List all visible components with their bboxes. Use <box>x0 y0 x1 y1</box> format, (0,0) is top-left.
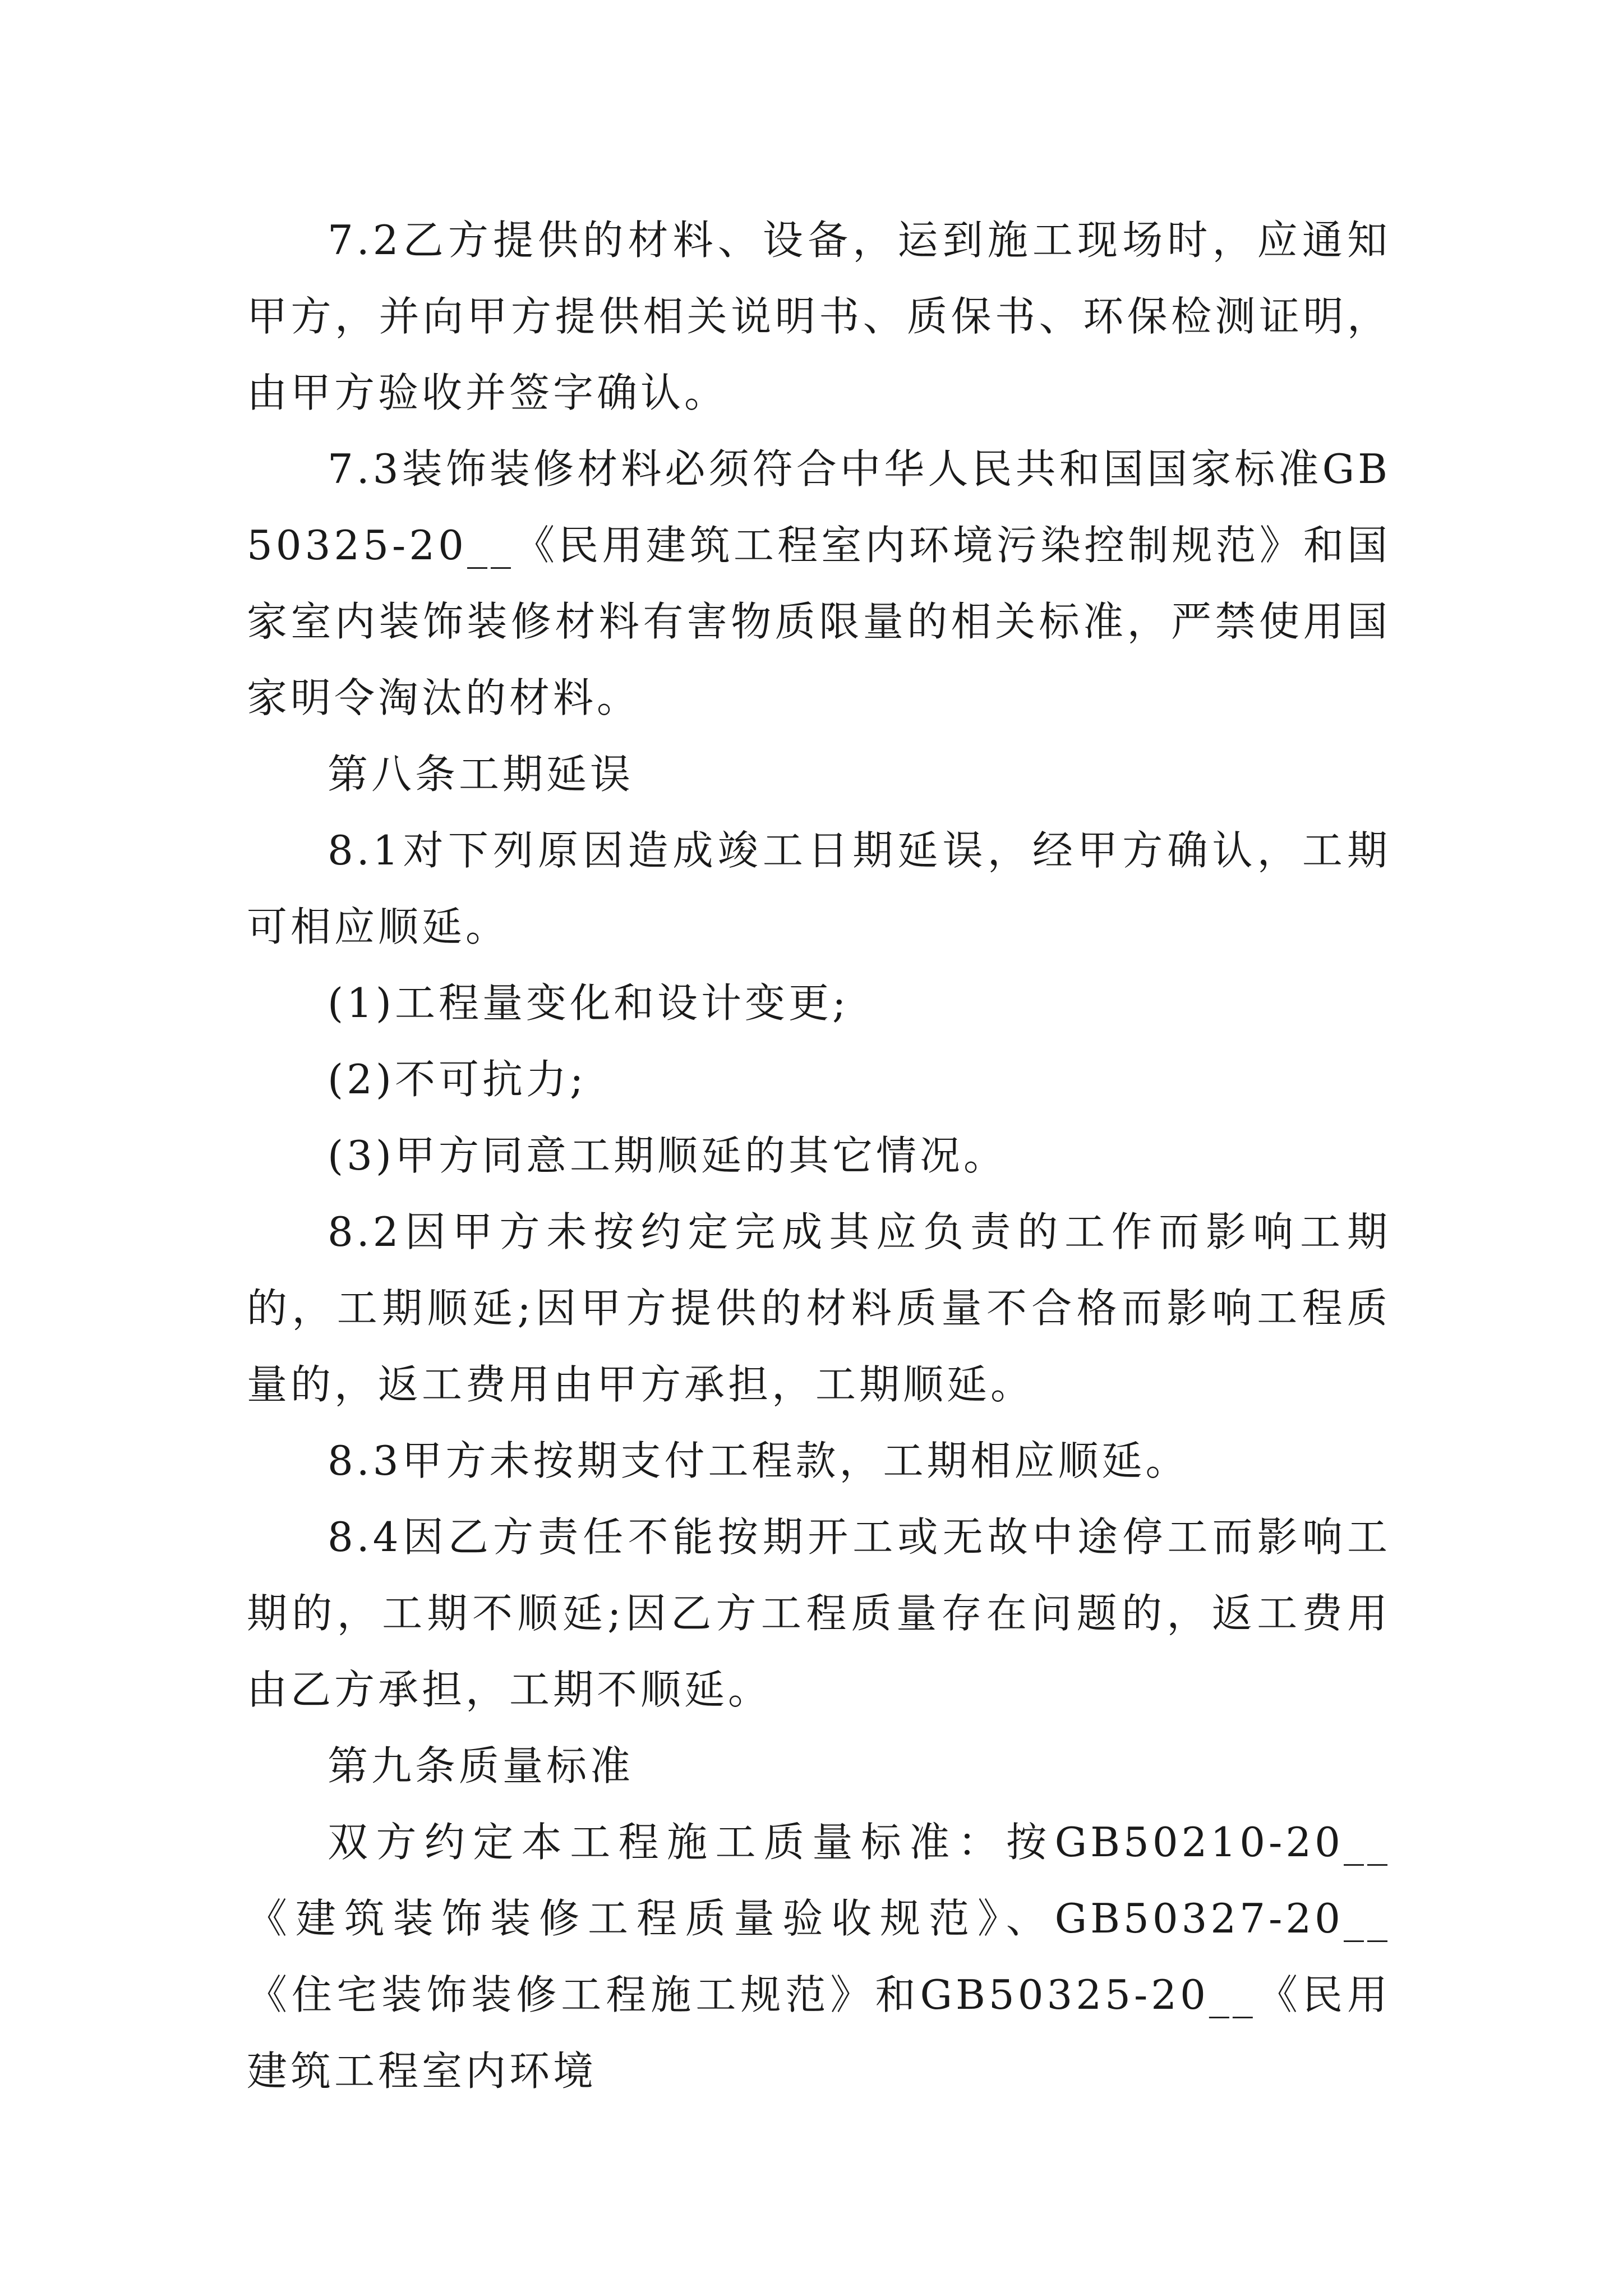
paragraph-8-4: 8.4因乙方责任不能按期开工或无故中途停工而影响工期的，工期不顺延;因乙方工程质量存在问题的，返工费用由乙方承担，工期不顺延。 <box>247 1513 1391 1713</box>
document-body <box>247 202 1391 2109</box>
paragraph-quality-standard: 双方约定本工程施工质量标准：按GB50210-20__《建筑装饰装修工程质量验收规范》、GB50327-20__《住宅装饰装修工程施工规范》和GB50325-20__《民用建筑工程室内环境 <box>247 1819 1391 2095</box>
section-heading-article-9: 第九条质量标准 <box>328 1742 634 1789</box>
paragraph-8-3: 8.3甲方未按期支付工程款，工期相应顺延。 <box>328 1437 1189 1484</box>
paragraph-8-2: 8.2因甲方未按约定完成其应负责的工作而影响工期的，工期顺延;因甲方提供的材料质量不合格而影响工程质量的，返工费用由甲方承担，工期顺延。 <box>247 1208 1391 1408</box>
section-heading-article-8: 第八条工期延误 <box>328 751 634 798</box>
paragraph-8-1: 8.1对下列原因造成竣工日期延误，经甲方确认，工期可相应顺延。 <box>247 827 1391 950</box>
list-item-2: (2)不可抗力; <box>328 1056 587 1103</box>
paragraph-7-3: 7.3装饰装修材料必须符合中华人民共和国国家标准GB50325-20__《民用建筑工程室内环境污染控制规范》和国家室内装饰装修材料有害物质限量的相关标准，严禁使用国家明令淘汰的材料。 <box>247 445 1391 721</box>
list-item-3: (3)甲方同意工期顺延的其它情况。 <box>328 1132 1007 1179</box>
paragraph-7-2: 7.2乙方提供的材料、设备，运到施工现场时，应通知甲方，并向甲方提供相关说明书、质保书、环保检测证明，由甲方验收并签字确认。 <box>247 217 1391 416</box>
list-item-1: (1)工程量变化和设计变更; <box>328 979 850 1027</box>
